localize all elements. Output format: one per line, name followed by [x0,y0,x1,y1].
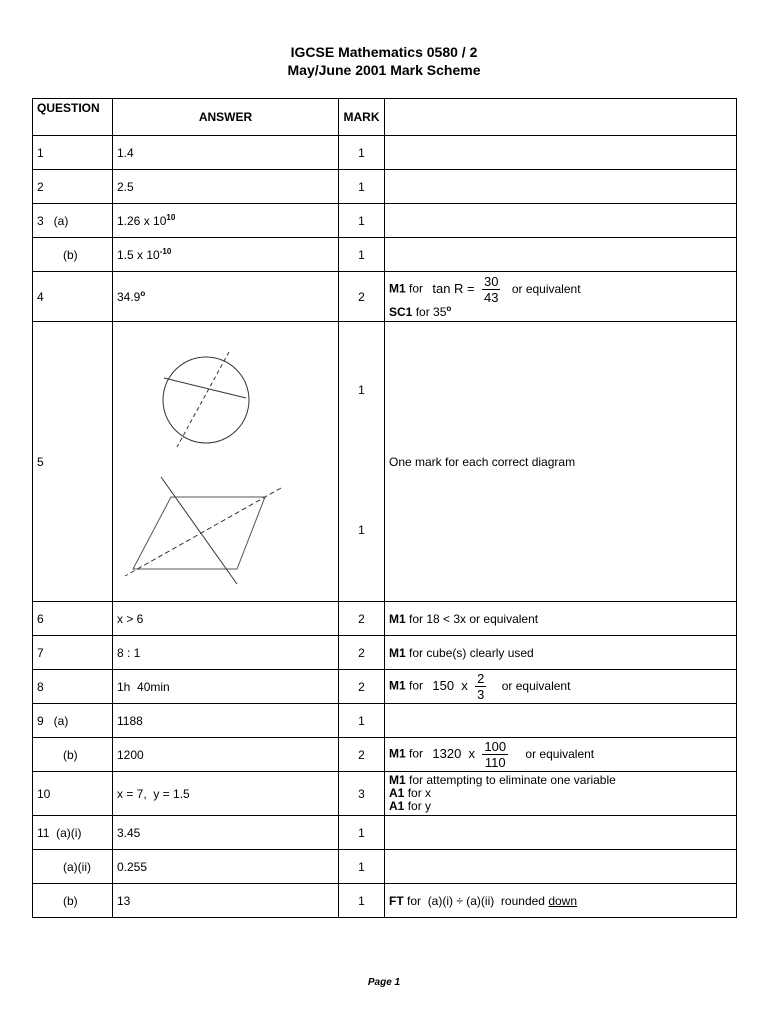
answer-header: ANSWER [113,99,339,136]
degree-symbol: o [140,289,146,298]
fraction-denominator: 110 [484,755,506,770]
answer-value: 34.9 [117,290,141,304]
table-row [33,238,737,272]
question-number: 8 [33,670,113,704]
mark-cell: 1 [339,170,385,204]
fraction-numerator: 100 [484,739,507,754]
notes-cell [385,170,737,204]
table-row [33,170,737,204]
answer-cell: 13 [113,884,339,918]
fraction-numerator: 2 [477,671,485,686]
m1-label: M1 [389,645,406,660]
mark-cell: 2 [339,738,385,772]
question-number: 9 (a) [33,704,113,738]
degree-symbol: o [446,304,452,313]
note-text: for (a)(i) ÷ (a)(ii) rounded [407,893,545,908]
answer-cell: 1200 [113,738,339,772]
mark-diagram-b: 1 [358,523,365,537]
answer-cell: 3.45 [113,816,339,850]
notes-header [385,99,737,136]
notes-cell [385,772,737,816]
mark-cell: 2 [339,272,385,322]
notes-cell [385,738,737,772]
question-header: QUESTION [33,99,113,136]
answer-cell: 1h 40min [113,670,339,704]
notes-cell [385,704,737,738]
a1-label: A1 [389,786,405,800]
question-number: 3 (a) [33,204,113,238]
answer-cell: 1188 [113,704,339,738]
sc1-label: SC1 [389,305,413,319]
mark-cell: 1 [339,136,385,170]
math-expression: 150 x [432,677,468,693]
mark-cell: 1 [339,850,385,884]
circle-diagram [163,357,249,443]
mark-cell: 1 [339,238,385,272]
question-number: 2 [33,170,113,204]
note-text: for x [407,786,432,800]
answer-exponent: 10 [166,213,176,222]
notes-cell [385,136,737,170]
mark-diagram-a: 1 [358,383,365,397]
mark-scheme-table [32,98,737,918]
answer-cell [113,204,339,238]
fraction-numerator: 30 [484,274,499,289]
question-number: 10 [33,772,113,816]
notes-cell [385,602,737,636]
table-row [33,670,737,704]
angle-bisector-line [125,488,281,576]
table-row [33,636,737,670]
fraction-denominator: 43 [484,290,499,305]
notes-cell [385,272,737,322]
notes-cell [385,884,737,918]
mark-cell: 1 [339,816,385,850]
fraction [482,274,500,305]
question-number: 6 [33,602,113,636]
question-number: 7 [33,636,113,670]
fraction-denominator: 3 [477,687,485,702]
mark-cell: 1 [339,204,385,238]
table-row [33,884,737,918]
document-subtitle: May/June 2001 Mark Scheme [287,62,481,78]
mark-cell: 2 [339,602,385,636]
question-part: (a)(ii) [33,850,113,884]
table-row [33,738,737,772]
m1-for: for [409,281,424,296]
m1-label: M1 [389,678,406,693]
m1-for: for [409,746,424,761]
table-row [33,850,737,884]
mark-cell: 2 [339,670,385,704]
m1-tail: or equivalent [511,281,581,296]
construction-diagrams [113,322,339,600]
a1-label: A1 [389,799,405,813]
tan-expression: tan R = [432,280,475,296]
math-expression: 1320 x [432,745,476,761]
table-row [33,136,737,170]
notes-cell [385,670,737,704]
question-number: 5 [33,322,113,602]
answer-cell: x = 7, y = 1.5 [113,772,339,816]
answer-diagrams [113,322,339,602]
answer-base: 1.5 x 10 [117,248,160,262]
m1-label: M1 [389,746,406,761]
question-number: 1 [33,136,113,170]
mark-cell: 1 [339,704,385,738]
question-part: (b) [33,238,113,272]
question-part: (b) [33,738,113,772]
mark-cell: 1 [339,884,385,918]
notes-cell [385,636,737,670]
answer-cell: 0.255 [113,850,339,884]
note-underlined: down [548,893,577,908]
notes-cell [385,238,737,272]
table-row [33,322,737,602]
m1-label: M1 [389,773,406,787]
answer-base: 1.26 x 10 [117,214,167,228]
notes-cell: One mark for each correct diagram [385,322,737,602]
answer-cell: x > 6 [113,602,339,636]
table-row [33,272,737,322]
answer-cell: 1.4 [113,136,339,170]
note-text: for 18 < 3x or equivalent [409,611,539,626]
note-tail: or equivalent [501,678,571,693]
fraction [482,739,508,770]
mark-cell [339,322,385,602]
mark-cell: 2 [339,636,385,670]
table-row [33,772,737,816]
question-number: 4 [33,272,113,322]
note-tail: or equivalent [525,746,595,761]
document-title: IGCSE Mathematics 0580 / 2 [290,44,478,60]
note-text: for y [407,799,432,813]
answer-cell: 8 : 1 [113,636,339,670]
notes-cell [385,816,737,850]
page-number: Page 1 [367,977,401,988]
m1-for: for [409,678,424,693]
table-row [33,204,737,238]
question-number: 11 (a)(i) [33,816,113,850]
table-row [33,602,737,636]
table-header-row [33,99,737,136]
table-row [33,704,737,738]
answer-exponent: -10 [159,247,172,256]
notes-cell [385,204,737,238]
diagonal-line [161,477,237,584]
mark-cell: 3 [339,772,385,816]
answer-cell: 2.5 [113,170,339,204]
question-part: (b) [33,884,113,918]
note-text: for cube(s) clearly used [409,645,534,660]
note-text: for attempting to eliminate one variable [409,773,616,787]
perpendicular-bisector [177,352,229,447]
table-row [33,816,737,850]
m1-label: M1 [389,611,406,626]
m1-label: M1 [389,281,406,296]
answer-cell [113,238,339,272]
sc1-text: for 35 [415,305,447,319]
notes-cell [385,850,737,884]
answer-cell [113,272,339,322]
ft-label: FT [389,893,404,908]
mark-header: MARK [339,99,385,136]
fraction [475,671,486,702]
